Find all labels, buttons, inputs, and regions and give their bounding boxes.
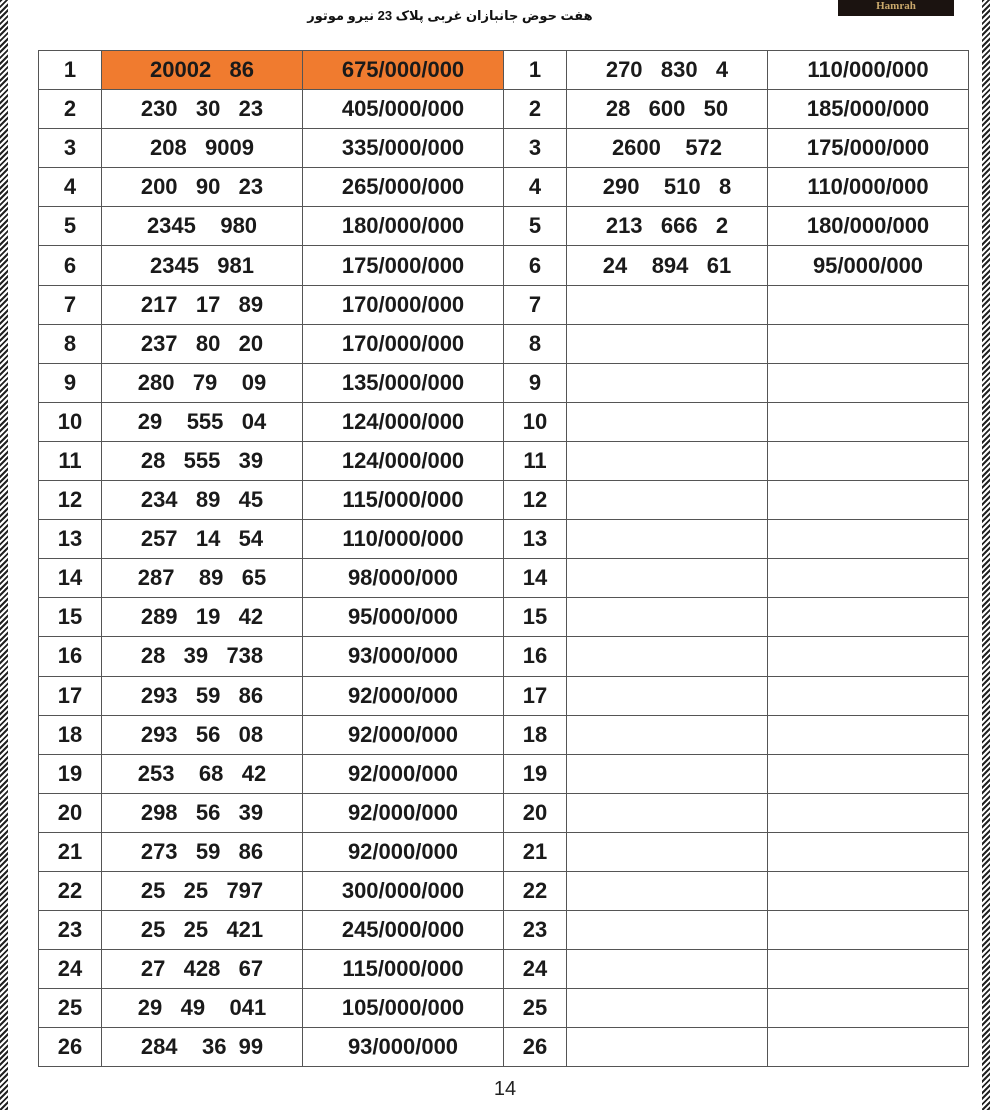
page-title: هفت حوض جانبازان غربی پلاک 23 نیرو موتور [307,8,593,23]
row-number-left: 16 [39,637,102,676]
price-left: 180/000/000 [303,207,504,246]
plate-code-left: 289 19 42 [102,598,303,637]
row-number-right: 10 [504,402,567,441]
price-left: 170/000/000 [303,324,504,363]
plate-code-right [567,559,768,598]
price-right: 95/000/000 [768,246,969,285]
row-number-right: 16 [504,637,567,676]
price-left: 115/000/000 [303,950,504,989]
price-left: 175/000/000 [303,246,504,285]
plate-code-left: 234 89 45 [102,481,303,520]
decorative-border-left [0,0,8,1110]
plate-code-right: 24 894 61 [567,246,768,285]
plate-code-right: 2600 572 [567,129,768,168]
plate-code-right [567,715,768,754]
table-row [39,871,969,910]
row-number-right: 21 [504,832,567,871]
table-row [39,832,969,871]
price-left: 124/000/000 [303,441,504,480]
plate-code-right [567,754,768,793]
price-right [768,363,969,402]
plate-code-right [567,402,768,441]
table-body [39,51,969,1067]
plate-code-left: 230 30 23 [102,90,303,129]
row-number-left: 13 [39,520,102,559]
decorative-border-right [982,0,990,1110]
row-number-right: 26 [504,1028,567,1067]
price-right: 185/000/000 [768,90,969,129]
row-number-right: 14 [504,559,567,598]
price-left: 245/000/000 [303,911,504,950]
price-left: 98/000/000 [303,559,504,598]
plate-code-right [567,989,768,1028]
row-number-left: 6 [39,246,102,285]
table-row [39,324,969,363]
row-number-left: 3 [39,129,102,168]
table-row [39,950,969,989]
plate-code-right [567,324,768,363]
row-number-right: 7 [504,285,567,324]
row-number-right: 24 [504,950,567,989]
table-row [39,207,969,246]
row-number-right: 8 [504,324,567,363]
price-left: 265/000/000 [303,168,504,207]
plate-code-left: 293 56 08 [102,715,303,754]
table-row [39,1028,969,1067]
price-left: 300/000/000 [303,871,504,910]
row-number-right: 9 [504,363,567,402]
table-row [39,637,969,676]
row-number-right: 18 [504,715,567,754]
table-row [39,246,969,285]
row-number-left: 19 [39,754,102,793]
table-row [39,51,969,90]
row-number-right: 22 [504,871,567,910]
row-number-left: 7 [39,285,102,324]
plate-code-left: 200 90 23 [102,168,303,207]
plate-code-left: 284 36 99 [102,1028,303,1067]
table-row [39,441,969,480]
row-number-left: 8 [39,324,102,363]
price-left: 405/000/000 [303,90,504,129]
row-number-left: 22 [39,871,102,910]
plate-code-right: 290 510 8 [567,168,768,207]
row-number-right: 23 [504,911,567,950]
logo-text: Hamrah [876,0,916,12]
row-number-right: 4 [504,168,567,207]
plate-code-left: 28 39 738 [102,637,303,676]
row-number-left: 15 [39,598,102,637]
row-number-right: 2 [504,90,567,129]
price-right: 180/000/000 [768,207,969,246]
row-number-left: 11 [39,441,102,480]
row-number-right: 15 [504,598,567,637]
row-number-left: 2 [39,90,102,129]
price-left: 335/000/000 [303,129,504,168]
price-right [768,754,969,793]
plate-code-right [567,871,768,910]
price-right [768,520,969,559]
plate-code-left: 208 9009 [102,129,303,168]
price-left: 675/000/000 [303,51,504,90]
table-row [39,676,969,715]
price-right [768,637,969,676]
row-number-left: 14 [39,559,102,598]
price-right: 175/000/000 [768,129,969,168]
plate-code-left: 20002 86 [102,51,303,90]
row-number-right: 5 [504,207,567,246]
price-right [768,911,969,950]
plate-code-right [567,481,768,520]
price-left: 92/000/000 [303,676,504,715]
row-number-left: 20 [39,793,102,832]
price-left: 110/000/000 [303,520,504,559]
plate-code-right [567,520,768,559]
price-right [768,559,969,598]
plate-code-right [567,285,768,324]
price-right [768,950,969,989]
row-number-left: 1 [39,51,102,90]
row-number-right: 19 [504,754,567,793]
row-number-left: 25 [39,989,102,1028]
price-right [768,324,969,363]
row-number-right: 11 [504,441,567,480]
table-row [39,129,969,168]
price-table [38,50,969,1067]
price-left: 92/000/000 [303,793,504,832]
plate-code-right [567,793,768,832]
plate-code-left: 2345 981 [102,246,303,285]
plate-code-right [567,1028,768,1067]
row-number-right: 3 [504,129,567,168]
row-number-right: 13 [504,520,567,559]
table-row [39,402,969,441]
table-row [39,754,969,793]
row-number-right: 25 [504,989,567,1028]
row-number-right: 17 [504,676,567,715]
row-number-left: 24 [39,950,102,989]
plate-code-left: 25 25 421 [102,911,303,950]
price-right [768,402,969,441]
plate-code-left: 287 89 65 [102,559,303,598]
price-left: 170/000/000 [303,285,504,324]
price-left: 135/000/000 [303,363,504,402]
row-number-left: 5 [39,207,102,246]
price-left: 115/000/000 [303,481,504,520]
price-right: 110/000/000 [768,168,969,207]
table-row [39,559,969,598]
plate-code-right: 270 830 4 [567,51,768,90]
price-left: 92/000/000 [303,715,504,754]
table-row [39,793,969,832]
table-row [39,285,969,324]
price-right [768,989,969,1028]
plate-code-left: 29 49 041 [102,989,303,1028]
plate-code-left: 280 79 09 [102,363,303,402]
price-right [768,793,969,832]
price-left: 92/000/000 [303,832,504,871]
price-right [768,676,969,715]
row-number-left: 17 [39,676,102,715]
plate-code-left: 253 68 42 [102,754,303,793]
row-number-right: 20 [504,793,567,832]
price-left: 105/000/000 [303,989,504,1028]
row-number-right: 6 [504,246,567,285]
price-right: 110/000/000 [768,51,969,90]
price-left: 95/000/000 [303,598,504,637]
table-row [39,911,969,950]
row-number-right: 12 [504,481,567,520]
price-right [768,481,969,520]
price-left: 93/000/000 [303,637,504,676]
plate-code-right [567,832,768,871]
plate-code-left: 293 59 86 [102,676,303,715]
table-row [39,989,969,1028]
row-number-right: 1 [504,51,567,90]
plate-code-right: 28 600 50 [567,90,768,129]
price-right [768,715,969,754]
price-right [768,441,969,480]
plate-code-left: 237 80 20 [102,324,303,363]
page-number: 14 [493,1078,517,1100]
price-left: 124/000/000 [303,402,504,441]
row-number-left: 9 [39,363,102,402]
price-left: 93/000/000 [303,1028,504,1067]
plate-code-left: 29 555 04 [102,402,303,441]
table-row [39,90,969,129]
plate-code-left: 298 56 39 [102,793,303,832]
row-number-left: 12 [39,481,102,520]
price-right [768,285,969,324]
plate-code-right [567,911,768,950]
price-right [768,871,969,910]
plate-code-left: 25 25 797 [102,871,303,910]
plate-code-left: 217 17 89 [102,285,303,324]
plate-code-left: 27 428 67 [102,950,303,989]
row-number-left: 10 [39,402,102,441]
plate-code-right: 213 666 2 [567,207,768,246]
price-left: 92/000/000 [303,754,504,793]
plate-code-left: 257 14 54 [102,520,303,559]
row-number-left: 18 [39,715,102,754]
plate-code-left: 2345 980 [102,207,303,246]
plate-code-right [567,598,768,637]
table-row [39,520,969,559]
table-row [39,363,969,402]
row-number-left: 4 [39,168,102,207]
table-row [39,598,969,637]
plate-code-left: 273 59 86 [102,832,303,871]
table-row [39,168,969,207]
plate-code-left: 28 555 39 [102,441,303,480]
plate-code-right [567,363,768,402]
table-row [39,715,969,754]
table-row [39,481,969,520]
price-right [768,832,969,871]
row-number-left: 23 [39,911,102,950]
row-number-left: 21 [39,832,102,871]
plate-code-right [567,637,768,676]
row-number-left: 26 [39,1028,102,1067]
plate-code-right [567,676,768,715]
price-right [768,1028,969,1067]
brand-logo [838,0,954,16]
plate-code-right [567,950,768,989]
price-right [768,598,969,637]
plate-code-right [567,441,768,480]
